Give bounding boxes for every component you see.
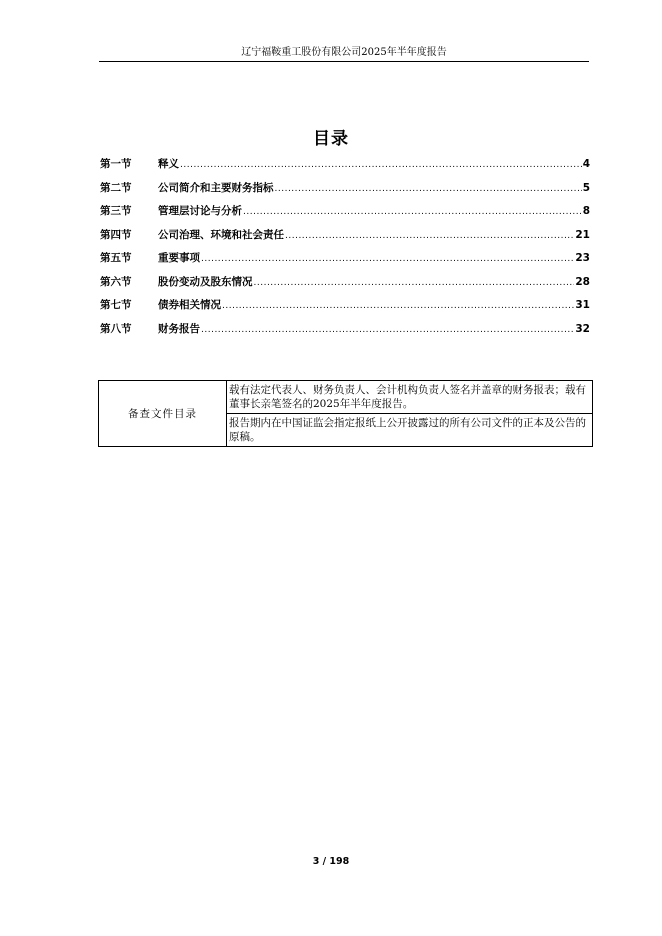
toc-title: 目录: [313, 129, 349, 149]
toc-section-name: 重要事项: [158, 252, 200, 264]
toc-entry[interactable]: [100, 203, 590, 227]
toc-page-number: 5: [582, 181, 590, 194]
toc-leader-dots: [180, 160, 582, 170]
toc-section-number: 第五节: [100, 252, 132, 264]
toc-leader-dots: [275, 184, 582, 194]
toc-entry[interactable]: [100, 250, 590, 274]
toc-section-number: 第二节: [100, 181, 132, 194]
table-row: [99, 381, 593, 414]
toc-section-name: 公司治理、环境和社会责任: [158, 228, 284, 241]
toc-leader-dots: [243, 207, 582, 217]
reference-document-item: 载有法定代表人、财务负责人、会计机构负责人签名并盖章的财务报表；载有董事长亲笔签名的2025年半年度报告。: [227, 381, 593, 414]
toc-page-number: 23: [575, 252, 590, 264]
toc-entry[interactable]: [100, 321, 590, 345]
toc-page-number: 4: [582, 158, 590, 170]
toc-section-number: 第六节: [100, 275, 132, 288]
toc-page-number: 21: [575, 228, 590, 241]
toc-section-name: 管理层讨论与分析: [158, 205, 242, 217]
toc-section-number: 第三节: [100, 205, 132, 217]
toc-leader-dots: [201, 254, 574, 264]
toc-page-number: 28: [575, 275, 590, 288]
toc-page-number: 32: [575, 322, 590, 335]
toc-section-name: 股份变动及股东情况: [158, 275, 253, 288]
table-of-contents: [100, 156, 590, 344]
toc-section-number: 第一节: [100, 158, 132, 170]
toc-entry[interactable]: [100, 180, 590, 204]
toc-entry[interactable]: [100, 297, 590, 321]
toc-leader-dots: [285, 231, 574, 241]
toc-section-name: 公司简介和主要财务指标: [158, 181, 274, 194]
toc-section-name: 财务报告: [158, 322, 200, 335]
page-header: 辽宁福鞍重工股份有限公司2025年半年度报告: [99, 46, 589, 62]
toc-section-number: 第四节: [100, 228, 132, 241]
toc-entry[interactable]: [100, 156, 590, 180]
toc-leader-dots: [254, 278, 575, 288]
toc-section-name: 释义: [158, 158, 179, 170]
page-number: 3 / 198: [312, 856, 350, 867]
reference-document-item: 报告期内在中国证监会指定报纸上公开披露过的所有公司文件的正本及公告的原稿。: [227, 414, 593, 447]
toc-leader-dots: [222, 301, 574, 311]
toc-section-name: 债券相关情况: [158, 299, 221, 311]
toc-entry[interactable]: [100, 274, 590, 298]
reference-documents-label: 备查文件目录: [99, 381, 227, 447]
toc-leader-dots: [201, 325, 574, 335]
toc-section-number: 第七节: [100, 299, 132, 311]
toc-entry[interactable]: [100, 227, 590, 251]
toc-section-number: 第八节: [100, 322, 132, 335]
reference-documents-table: [98, 380, 593, 447]
toc-page-number: 8: [582, 205, 590, 217]
toc-page-number: 31: [575, 299, 590, 311]
